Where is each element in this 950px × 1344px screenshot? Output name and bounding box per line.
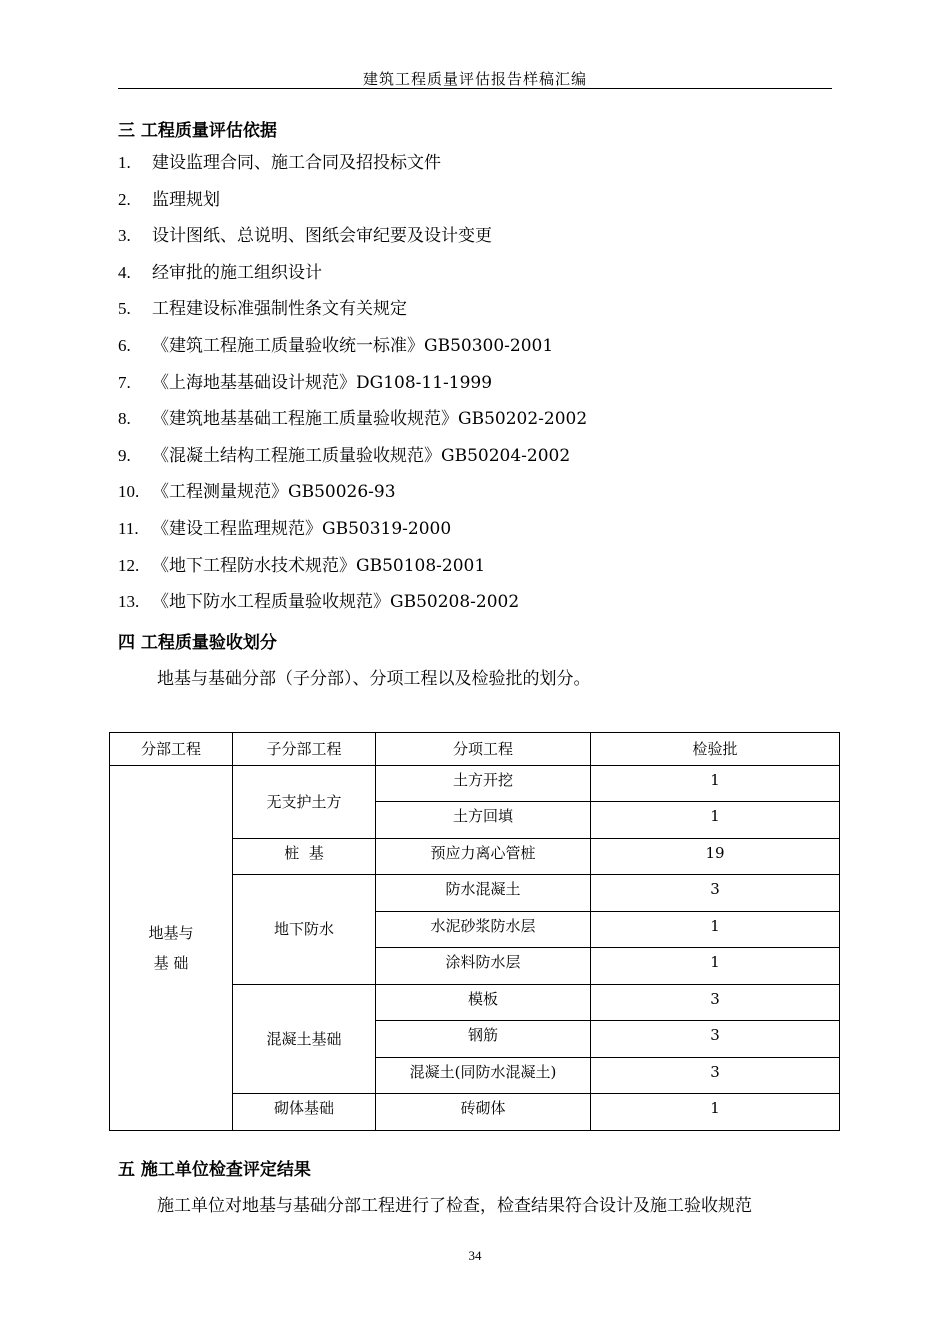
list-item: 10. 《工程测量规范》GB50026-93 (118, 482, 396, 503)
item-cell: 涂料防水层 (376, 948, 591, 985)
list-item: 11. 《建设工程监理规范》GB50319-2000 (118, 518, 452, 539)
item-cell: 预应力离心管桩 (376, 838, 591, 875)
item-cell: 土方开挖 (376, 765, 591, 802)
item-cell: 水泥砂浆防水层 (376, 911, 591, 948)
division-line: 地基与 (148, 923, 194, 942)
division-line: 基 础 (153, 953, 189, 972)
list-item: 4. 经审批的施工组织设计 (118, 262, 322, 283)
header-rule (118, 88, 832, 89)
header-title: 建筑工程质量评估报告样稿汇编 (362, 70, 587, 88)
list-item: 2. 监理规划 (118, 189, 220, 210)
sub-division-cell: 砌体基础 (233, 1094, 376, 1131)
item-cell: 模板 (376, 984, 591, 1021)
table-row (110, 765, 840, 802)
basis-list (118, 151, 587, 627)
batch-cell: 3 (591, 1057, 840, 1094)
list-item: 3. 设计图纸、总说明、图纸会审纪要及设计变更 (118, 226, 492, 247)
list-item: 9. 《混凝土结构工程施工质量验收规范》GB50204-2002 (118, 445, 571, 466)
sub-division-cell: 桩 基 (233, 838, 376, 875)
section-4-heading: 四 工程质量验收划分 (118, 633, 277, 653)
list-item: 1. 建设监理合同、施工合同及招投标文件 (118, 153, 441, 173)
batch-cell: 3 (591, 875, 840, 912)
sub-division-cell: 无支护土方 (233, 765, 376, 838)
item-cell: 防水混凝土 (376, 875, 591, 912)
list-item: 5. 工程建设标准强制性条文有关规定 (118, 299, 407, 320)
section-5-heading: 五 施工单位检查评定结果 (118, 1160, 311, 1180)
sub-division-cell: 地下防水 (233, 875, 376, 985)
batch-cell: 3 (591, 984, 840, 1021)
item-cell: 混凝土(同防水混凝土) (376, 1057, 591, 1094)
section-4-intro: 地基与基础分部（子分部）、分项工程以及检验批的划分。 (157, 669, 591, 689)
division-cell (110, 765, 233, 1130)
item-cell: 钢筋 (376, 1021, 591, 1058)
table-header-row (110, 733, 840, 766)
list-item: 8. 《建筑地基基础工程施工质量验收规范》GB50202-2002 (118, 409, 588, 430)
section-3-heading: 三 工程质量评估依据 (118, 121, 277, 141)
list-item: 12. 《地下工程防水技术规范》GB50108-2001 (118, 555, 486, 576)
list-item: 6. 《建筑工程施工质量验收统一标准》GB50300-2001 (118, 335, 554, 356)
column-header: 子分部工程 (233, 733, 376, 766)
list-item: 7. 《上海地基基础设计规范》DG108-11-1999 (118, 372, 493, 393)
column-header: 检验批 (591, 733, 840, 766)
batch-cell: 19 (591, 838, 840, 875)
column-header: 分部工程 (110, 733, 233, 766)
batch-cell: 1 (591, 1094, 840, 1131)
batch-cell: 1 (591, 948, 840, 985)
batch-cell: 1 (591, 765, 840, 802)
section-5-paragraph: 施工单位对地基与基础分部工程进行了检查，检查结果符合设计及施工验收规范 (157, 1196, 752, 1216)
list-item: 13. 《地下防水工程质量验收规范》GB50208-2002 (118, 592, 520, 613)
batch-cell: 1 (591, 911, 840, 948)
column-header: 分项工程 (376, 733, 591, 766)
inspection-division-table (109, 732, 840, 1131)
item-cell: 砖砌体 (376, 1094, 591, 1131)
sub-division-cell: 混凝土基础 (233, 984, 376, 1094)
batch-cell: 1 (591, 802, 840, 839)
item-cell: 土方回填 (376, 802, 591, 839)
page-number: 34 (468, 1248, 482, 1263)
batch-cell: 3 (591, 1021, 840, 1058)
